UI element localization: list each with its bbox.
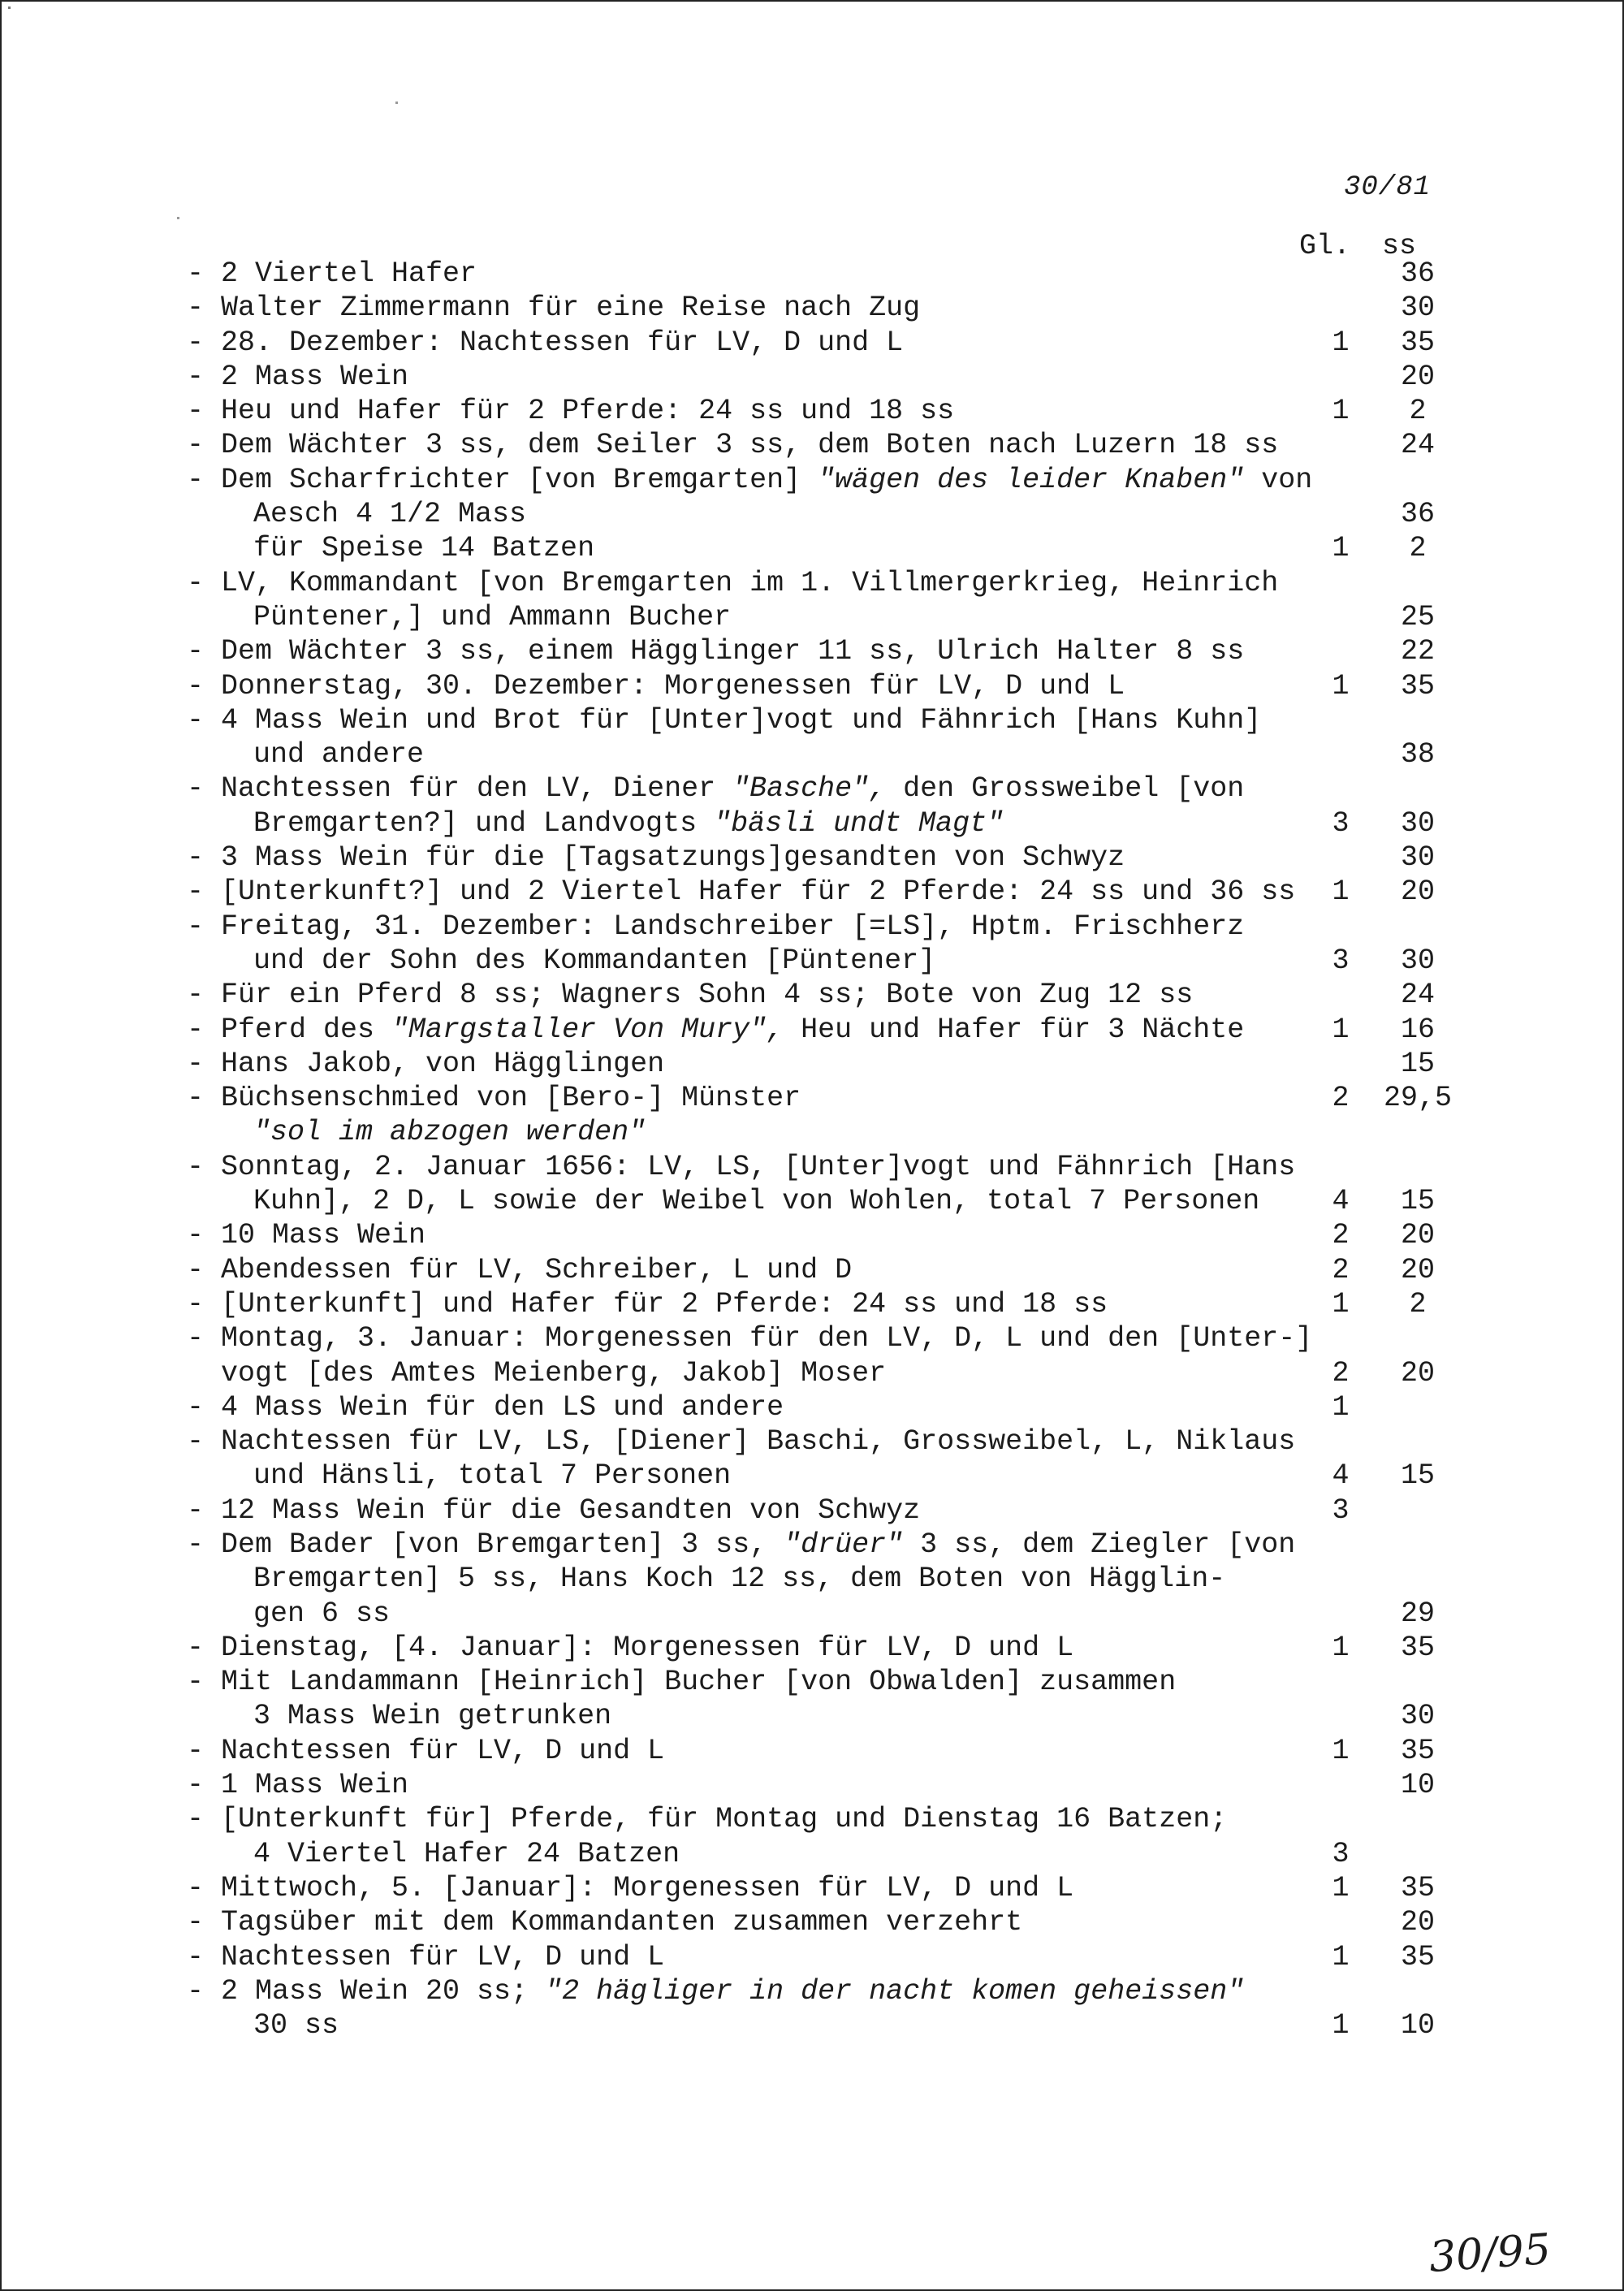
entry-text-part: Dem Scharfrichter [von Bremgarten] bbox=[221, 463, 818, 496]
amount-schilling: 35 bbox=[1400, 326, 1435, 359]
amount-gulden: 1 bbox=[1332, 1631, 1350, 1664]
amount-schilling: 20 bbox=[1400, 1219, 1435, 1252]
ledger-entry bbox=[187, 257, 1583, 291]
amount-schilling: 15 bbox=[1400, 1185, 1435, 1218]
entry-text: 3 Mass Wein getrunken bbox=[253, 1700, 612, 1733]
amount-schilling: 29,5 bbox=[1383, 1082, 1452, 1115]
amount-schilling: 35 bbox=[1400, 1940, 1435, 1973]
ledger-entry bbox=[187, 1493, 1583, 1528]
entry-text-part: von bbox=[1244, 463, 1313, 496]
entry-text: 28. Dezember: Nachtessen für LV, D und L bbox=[221, 326, 904, 359]
column-header-schilling: ss bbox=[1382, 230, 1417, 262]
entry-text: [Unterkunft für] Pferde, für Montag und Dienstag 16 Batzen; bbox=[221, 1803, 1228, 1836]
amount-schilling: 30 bbox=[1400, 292, 1435, 325]
amount-schilling: 2 bbox=[1409, 532, 1427, 565]
ledger-entry bbox=[187, 360, 1583, 394]
entry-text-part: Bremgarten?] und Landvogts bbox=[253, 806, 715, 840]
list-dash: - bbox=[187, 1082, 205, 1115]
list-dash: - bbox=[187, 635, 205, 668]
page-number: 30/81 bbox=[1344, 172, 1432, 203]
amount-schilling: 29 bbox=[1400, 1597, 1435, 1630]
ledger-entry bbox=[187, 463, 1583, 566]
entry-text: [Unterkunft?] und 2 Viertel Hafer für 2 Pferde: 24 ss und 36 ss bbox=[221, 875, 1296, 909]
entry-line bbox=[187, 1356, 1583, 1390]
entry-line bbox=[187, 841, 1583, 875]
entry-text: Für ein Pferd 8 ss; Wagners Sohn 4 ss; Bote von Zug 12 ss bbox=[221, 979, 1194, 1012]
entry-text: gen 6 ss bbox=[253, 1597, 391, 1630]
entry-line bbox=[187, 1940, 1583, 1974]
amount-gulden: 3 bbox=[1332, 1837, 1350, 1870]
list-dash: - bbox=[187, 1666, 205, 1699]
entry-text: [Unterkunft] und Hafer für 2 Pferde: 24 ss und 18 ss bbox=[221, 1287, 1108, 1321]
amount-gulden: 1 bbox=[1332, 1287, 1350, 1321]
entry-line bbox=[187, 1013, 1583, 1047]
entry-text: Püntener,] und Ammann Bucher bbox=[253, 600, 732, 633]
entry-text: Hans Jakob, von Hägglingen bbox=[221, 1047, 665, 1080]
entry-text: Nachtessen für LV, D und L bbox=[221, 1734, 665, 1767]
entry-line bbox=[187, 1597, 1583, 1631]
list-dash: - bbox=[187, 429, 205, 462]
list-dash: - bbox=[187, 1528, 205, 1561]
entry-text: und der Sohn des Kommandanten [Püntener] bbox=[253, 944, 936, 977]
amount-schilling: 24 bbox=[1400, 979, 1435, 1012]
entry-text: 4 Mass Wein und Brot für [Unter]vogt und Fähnrich [Hans Kuhn] bbox=[221, 703, 1262, 737]
entry-line bbox=[187, 910, 1583, 944]
amount-gulden: 1 bbox=[1332, 1390, 1350, 1424]
amount-schilling: 38 bbox=[1400, 738, 1435, 772]
entry-text: 12 Mass Wein für die Gesandten von Schwyz bbox=[221, 1493, 921, 1527]
ledger-entry bbox=[187, 703, 1583, 772]
list-dash: - bbox=[187, 979, 205, 1012]
entry-text: vogt [des Amtes Meienberg, Jakob] Moser bbox=[221, 1356, 887, 1390]
entry-text: 4 Viertel Hafer 24 Batzen bbox=[253, 1837, 680, 1870]
quoted-source-text: "drüer" bbox=[784, 1528, 904, 1561]
entry-line bbox=[187, 1321, 1583, 1355]
entry-line bbox=[187, 463, 1583, 497]
ledger-entry bbox=[187, 978, 1583, 1012]
amount-schilling: 35 bbox=[1400, 669, 1435, 702]
ledger-entry bbox=[187, 394, 1583, 428]
amount-schilling: 15 bbox=[1400, 1459, 1435, 1493]
list-dash: - bbox=[187, 1631, 205, 1664]
ledger-entry bbox=[187, 1528, 1583, 1631]
entry-text: und andere bbox=[253, 738, 425, 772]
amount-gulden: 1 bbox=[1332, 1013, 1350, 1046]
entry-text: für Speise 14 Batzen bbox=[253, 532, 595, 565]
entry-text: Heu und Hafer für 2 Pferde: 24 ss und 18 ss bbox=[221, 395, 955, 428]
entry-line bbox=[187, 257, 1583, 291]
quoted-source-text: "bäsli undt Magt" bbox=[714, 806, 1004, 840]
entry-text bbox=[221, 1528, 1295, 1562]
column-header-gulden: Gl. bbox=[1299, 230, 1351, 262]
ledger-entry bbox=[187, 1013, 1583, 1047]
entry-line bbox=[187, 1424, 1583, 1459]
entry-line bbox=[187, 1287, 1583, 1321]
entry-text: Dem Wächter 3 ss, einem Hägglinger 11 ss, Ulrich Halter 8 ss bbox=[221, 635, 1245, 668]
quoted-source-text: "2 hägliger in der nacht komen geheissen" bbox=[545, 1974, 1245, 2008]
entry-line bbox=[187, 1562, 1583, 1596]
list-dash: - bbox=[187, 1287, 205, 1321]
entry-line bbox=[187, 1459, 1583, 1493]
entry-text-part: Nachtessen für den LV, Diener bbox=[221, 772, 733, 806]
list-dash: - bbox=[187, 703, 205, 737]
amount-schilling: 20 bbox=[1400, 1356, 1435, 1390]
ledger-entry bbox=[187, 1218, 1583, 1252]
list-dash: - bbox=[187, 1322, 205, 1355]
ledger-entry bbox=[187, 1734, 1583, 1768]
list-dash: - bbox=[187, 1253, 205, 1286]
amount-schilling: 22 bbox=[1400, 635, 1435, 668]
entry-text-part: Pferd des bbox=[221, 1013, 392, 1046]
list-dash: - bbox=[187, 1390, 205, 1424]
amount-schilling: 20 bbox=[1400, 1253, 1435, 1286]
amount-gulden: 1 bbox=[1332, 395, 1350, 428]
amount-gulden: 3 bbox=[1332, 1493, 1350, 1527]
entry-text-part: 3 ss, dem Ziegler [von bbox=[903, 1528, 1296, 1561]
amount-schilling: 35 bbox=[1400, 1631, 1435, 1664]
entry-text bbox=[221, 772, 1244, 806]
ledger-entry bbox=[187, 910, 1583, 979]
entry-text-part: 2 Mass Wein 20 ss; bbox=[221, 1974, 546, 2008]
list-dash: - bbox=[187, 1734, 205, 1767]
amount-gulden: 1 bbox=[1332, 1940, 1350, 1973]
amount-gulden: 4 bbox=[1332, 1459, 1350, 1493]
entry-text-part: den Grossweibel [von bbox=[886, 772, 1245, 806]
entry-line bbox=[187, 978, 1583, 1012]
entry-line bbox=[187, 1218, 1583, 1252]
scan-speck bbox=[8, 6, 11, 9]
entry-line bbox=[187, 1631, 1583, 1665]
amount-schilling: 30 bbox=[1400, 841, 1435, 875]
entry-text: Abendessen für LV, Schreiber, L und D bbox=[221, 1253, 853, 1286]
entry-text: Donnerstag, 30. Dezember: Morgenessen für LV, D und L bbox=[221, 669, 1125, 702]
entry-text: Aesch 4 1/2 Mass bbox=[253, 498, 527, 531]
ledger-entry bbox=[187, 1768, 1583, 1802]
amount-schilling: 35 bbox=[1400, 1871, 1435, 1904]
list-dash: - bbox=[187, 1974, 205, 2008]
ledger-entry bbox=[187, 1390, 1583, 1424]
entry-line bbox=[187, 737, 1583, 772]
ledger-entries bbox=[187, 257, 1583, 2042]
entry-text: 10 Mass Wein bbox=[221, 1219, 426, 1252]
amount-gulden: 2 bbox=[1332, 1219, 1350, 1252]
amount-schilling: 30 bbox=[1400, 944, 1435, 977]
quoted-source-text: "Basche", bbox=[732, 772, 887, 806]
entry-line bbox=[187, 806, 1583, 841]
entry-line bbox=[187, 600, 1583, 634]
amount-gulden: 1 bbox=[1332, 532, 1350, 565]
entry-line bbox=[187, 875, 1583, 909]
amount-schilling: 16 bbox=[1400, 1013, 1435, 1046]
amount-schilling: 20 bbox=[1400, 360, 1435, 393]
entry-line bbox=[187, 1905, 1583, 1939]
entry-line bbox=[187, 1150, 1583, 1184]
list-dash: - bbox=[187, 566, 205, 599]
entry-text: Dienstag, [4. Januar]: Morgenessen für LV, D und L bbox=[221, 1631, 1074, 1664]
list-dash: - bbox=[187, 1906, 205, 1939]
amount-gulden: 3 bbox=[1332, 944, 1350, 977]
ledger-entry bbox=[187, 841, 1583, 875]
entry-line bbox=[187, 703, 1583, 737]
entry-text: 2 Mass Wein bbox=[221, 360, 409, 393]
list-dash: - bbox=[187, 772, 205, 806]
list-dash: - bbox=[187, 326, 205, 359]
entry-text: Mittwoch, 5. [Januar]: Morgenessen für LV, D und L bbox=[221, 1871, 1074, 1904]
list-dash: - bbox=[187, 1013, 205, 1046]
amount-gulden: 2 bbox=[1332, 1253, 1350, 1286]
entry-line bbox=[187, 291, 1583, 325]
entry-line bbox=[187, 772, 1583, 806]
entry-line bbox=[187, 669, 1583, 703]
list-dash: - bbox=[187, 841, 205, 875]
quoted-source-text: "sol im abzogen werden" bbox=[253, 1116, 646, 1149]
entry-text: Kuhn], 2 D, L sowie der Weibel von Wohlen, total 7 Personen bbox=[253, 1185, 1260, 1218]
entry-line bbox=[187, 1802, 1583, 1836]
entry-text-part: Heu und Hafer für 3 Nächte bbox=[784, 1013, 1245, 1046]
entry-text: Freitag, 31. Dezember: Landschreiber [=LS], Hptm. Frischherz bbox=[221, 910, 1245, 943]
list-dash: - bbox=[187, 1769, 205, 1802]
entry-line bbox=[187, 1390, 1583, 1424]
amount-schilling: 15 bbox=[1400, 1047, 1435, 1080]
entry-line bbox=[187, 531, 1583, 565]
entry-text: 1 Mass Wein bbox=[221, 1769, 409, 1802]
ledger-entry bbox=[187, 566, 1583, 635]
amount-gulden: 1 bbox=[1332, 669, 1350, 702]
ledger-entry bbox=[187, 291, 1583, 325]
entry-text: Dem Wächter 3 ss, dem Seiler 3 ss, dem Boten nach Luzern 18 ss bbox=[221, 429, 1279, 462]
ledger-entry bbox=[187, 1321, 1583, 1390]
amount-gulden: 2 bbox=[1332, 1082, 1350, 1115]
amount-gulden: 1 bbox=[1332, 875, 1350, 909]
list-dash: - bbox=[187, 1047, 205, 1080]
ledger-entry bbox=[187, 1905, 1583, 1939]
amount-schilling: 10 bbox=[1400, 1769, 1435, 1802]
entry-text bbox=[253, 1115, 646, 1149]
entry-line bbox=[187, 1699, 1583, 1733]
list-dash: - bbox=[187, 463, 205, 496]
amount-schilling: 24 bbox=[1400, 429, 1435, 462]
entry-text: Büchsenschmied von [Bero-] Münster bbox=[221, 1082, 801, 1115]
entry-text: LV, Kommandant [von Bremgarten im 1. Villmergerkrieg, Heinrich bbox=[221, 566, 1279, 599]
amount-schilling: 2 bbox=[1409, 1287, 1427, 1321]
entry-text: Walter Zimmermann für eine Reise nach Zug bbox=[221, 292, 921, 325]
ledger-entry bbox=[187, 669, 1583, 703]
entry-text: Bremgarten] 5 ss, Hans Koch 12 ss, dem Boten von Hägglin- bbox=[253, 1563, 1226, 1596]
ledger-entry bbox=[187, 1047, 1583, 1081]
ledger-entry bbox=[187, 1871, 1583, 1905]
list-dash: - bbox=[187, 292, 205, 325]
scan-speck bbox=[177, 217, 179, 219]
entry-text-part: Dem Bader [von Bremgarten] 3 ss, bbox=[221, 1528, 784, 1561]
entry-line bbox=[187, 1047, 1583, 1081]
amount-gulden: 1 bbox=[1332, 1734, 1350, 1767]
ledger-entry bbox=[187, 634, 1583, 668]
entry-text: und Hänsli, total 7 Personen bbox=[253, 1459, 732, 1493]
list-dash: - bbox=[187, 1940, 205, 1973]
entry-line bbox=[187, 1665, 1583, 1699]
amount-gulden: 1 bbox=[1332, 326, 1350, 359]
amount-gulden: 3 bbox=[1332, 806, 1350, 840]
entry-text bbox=[221, 1013, 1244, 1047]
ledger-entry bbox=[187, 875, 1583, 909]
handwritten-folio-number: 30/95 bbox=[1427, 2224, 1553, 2283]
amount-schilling: 36 bbox=[1400, 498, 1435, 531]
entry-line bbox=[187, 1768, 1583, 1802]
entry-line bbox=[187, 1493, 1583, 1528]
amount-schilling: 10 bbox=[1400, 2009, 1435, 2042]
entry-text bbox=[253, 806, 1004, 841]
entry-line bbox=[187, 1871, 1583, 1905]
entry-text: Sonntag, 2. Januar 1656: LV, LS, [Unter]vogt und Fähnrich [Hans bbox=[221, 1150, 1296, 1183]
ledger-entry bbox=[187, 326, 1583, 360]
list-dash: - bbox=[187, 910, 205, 943]
list-dash: - bbox=[187, 1150, 205, 1183]
list-dash: - bbox=[187, 395, 205, 428]
ledger-entry bbox=[187, 1665, 1583, 1734]
amount-schilling: 20 bbox=[1400, 1906, 1435, 1939]
entry-line bbox=[187, 634, 1583, 668]
amount-gulden: 1 bbox=[1332, 2009, 1350, 2042]
list-dash: - bbox=[187, 669, 205, 702]
entry-line bbox=[187, 497, 1583, 531]
ledger-entry bbox=[187, 1287, 1583, 1321]
entry-text bbox=[221, 463, 1312, 497]
ledger-entry bbox=[187, 1631, 1583, 1665]
list-dash: - bbox=[187, 1425, 205, 1459]
entry-line bbox=[187, 360, 1583, 394]
amount-schilling: 20 bbox=[1400, 875, 1435, 909]
amount-schilling: 36 bbox=[1400, 257, 1435, 290]
list-dash: - bbox=[187, 360, 205, 393]
entry-line bbox=[187, 1734, 1583, 1768]
entry-text: 30 ss bbox=[253, 2009, 339, 2042]
amount-schilling: 2 bbox=[1409, 395, 1427, 428]
list-dash: - bbox=[187, 257, 205, 290]
entry-text: 4 Mass Wein für den LS und andere bbox=[221, 1390, 784, 1424]
entry-line bbox=[187, 1528, 1583, 1562]
entry-line bbox=[187, 394, 1583, 428]
entry-line bbox=[187, 1081, 1583, 1115]
entry-line bbox=[187, 1837, 1583, 1871]
quoted-source-text: "wägen des leider Knaben" bbox=[818, 463, 1245, 496]
entry-text: Tagsüber mit dem Kommandanten zusammen verzehrt bbox=[221, 1906, 1023, 1939]
list-dash: - bbox=[187, 1871, 205, 1904]
amount-gulden: 1 bbox=[1332, 1871, 1350, 1904]
entry-text: 3 Mass Wein für die [Tagsatzungs]gesandten von Schwyz bbox=[221, 841, 1125, 875]
ledger-entry bbox=[187, 1940, 1583, 1974]
ledger-entry bbox=[187, 428, 1583, 462]
ledger-entry bbox=[187, 1081, 1583, 1150]
entry-text: Nachtessen für LV, LS, [Diener] Baschi, Grossweibel, L, Niklaus bbox=[221, 1425, 1296, 1459]
quoted-source-text: "Margstaller Von Mury", bbox=[391, 1013, 784, 1046]
amount-schilling: 30 bbox=[1400, 806, 1435, 840]
ledger-entry bbox=[187, 772, 1583, 841]
list-dash: - bbox=[187, 1493, 205, 1527]
entry-line bbox=[187, 326, 1583, 360]
ledger-entry bbox=[187, 1974, 1583, 2043]
amount-gulden: 2 bbox=[1332, 1356, 1350, 1390]
entry-text: Mit Landammann [Heinrich] Bucher [von Obwalden] zusammen bbox=[221, 1666, 1177, 1699]
entry-line bbox=[187, 1184, 1583, 1218]
amount-schilling: 25 bbox=[1400, 600, 1435, 633]
entry-line bbox=[187, 1974, 1583, 2008]
list-dash: - bbox=[187, 1803, 205, 1836]
entry-text: Montag, 3. Januar: Morgenessen für den LV, D, L und den [Unter-] bbox=[221, 1322, 1313, 1355]
amount-gulden: 4 bbox=[1332, 1185, 1350, 1218]
entry-line bbox=[187, 944, 1583, 978]
ledger-entry bbox=[187, 1150, 1583, 1219]
amount-schilling: 30 bbox=[1400, 1700, 1435, 1733]
entry-text: 2 Viertel Hafer bbox=[221, 257, 477, 290]
ledger-entry bbox=[187, 1802, 1583, 1871]
entry-text: Nachtessen für LV, D und L bbox=[221, 1940, 665, 1973]
entry-line bbox=[187, 1115, 1583, 1149]
ledger-entry bbox=[187, 1424, 1583, 1493]
list-dash: - bbox=[187, 1219, 205, 1252]
entry-line bbox=[187, 566, 1583, 600]
entry-line bbox=[187, 428, 1583, 462]
scan-speck bbox=[395, 102, 398, 104]
entry-text bbox=[221, 1974, 1244, 2008]
amount-schilling: 35 bbox=[1400, 1734, 1435, 1767]
list-dash: - bbox=[187, 875, 205, 909]
ledger-entry bbox=[187, 1253, 1583, 1287]
entry-line bbox=[187, 1253, 1583, 1287]
entry-line bbox=[187, 2008, 1583, 2042]
